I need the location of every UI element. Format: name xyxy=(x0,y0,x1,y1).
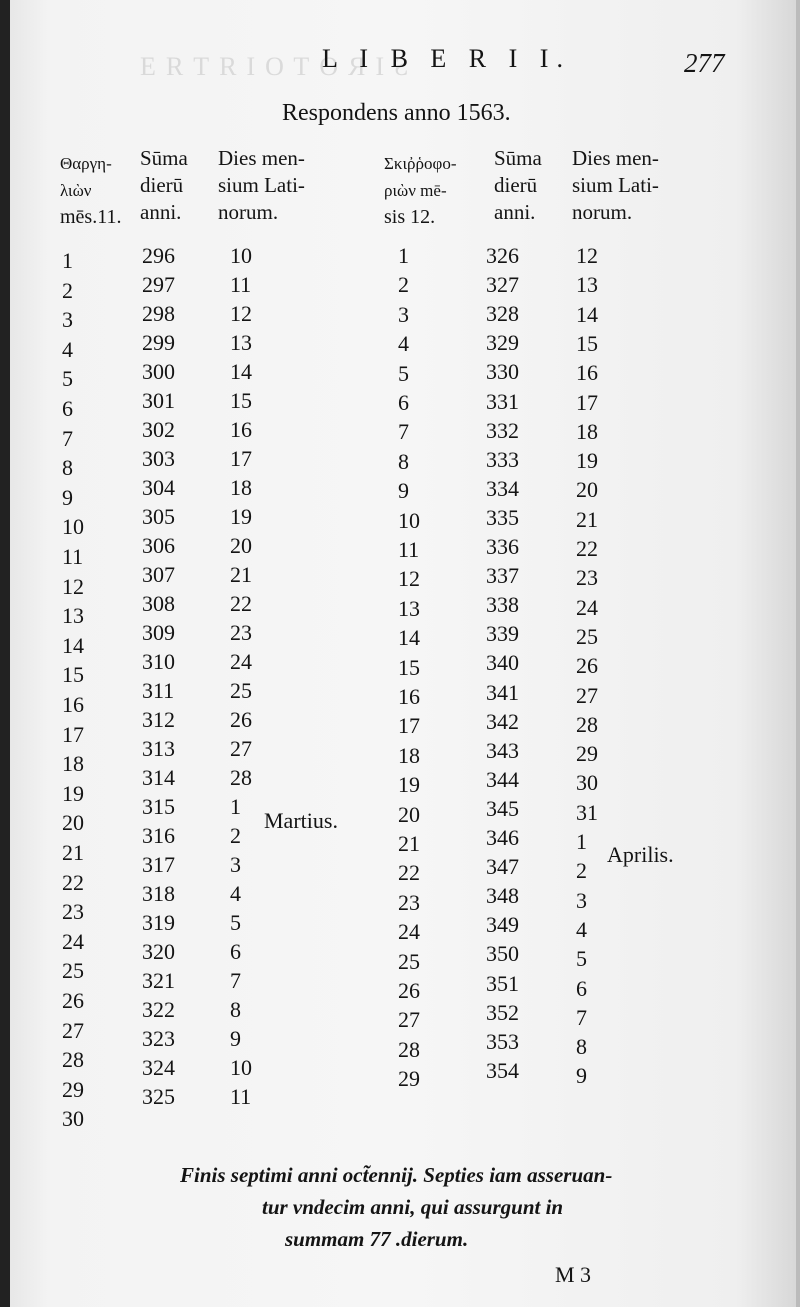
col3-cell: 3 xyxy=(230,852,241,877)
col4-cell: 15 xyxy=(398,655,420,680)
col1-cell: 15 xyxy=(62,662,84,687)
col6-cell: 30 xyxy=(576,770,598,795)
col4-cell: 16 xyxy=(398,684,420,709)
col3-cell: 16 xyxy=(230,417,252,442)
col4-cell: 8 xyxy=(398,449,409,474)
col2-cell: 320 xyxy=(142,939,175,964)
month-label-martius: Martius. xyxy=(264,808,338,833)
table-subtitle: Respondens anno 1563. xyxy=(282,100,511,126)
col5-cell: 336 xyxy=(486,534,519,559)
col2-cell: 315 xyxy=(142,794,175,819)
col-heading-latin-days-2: Dies men- sium Lati- norum. xyxy=(572,146,659,224)
col6-cell: 25 xyxy=(576,624,598,649)
col4-cell: 29 xyxy=(398,1066,420,1091)
col4-cell: 13 xyxy=(398,596,420,621)
col1-cell: 3 xyxy=(62,307,73,332)
col6-cell: 21 xyxy=(576,507,598,532)
col3-cell: 10 xyxy=(230,243,252,268)
col3-cell: 14 xyxy=(230,359,252,384)
col1-cell: 19 xyxy=(62,781,84,806)
col6-cell: 4 xyxy=(576,917,587,942)
col1-cell: 26 xyxy=(62,988,84,1013)
col3-cell: 2 xyxy=(230,823,241,848)
col1-cell: 27 xyxy=(62,1018,84,1043)
col4-cell: 22 xyxy=(398,860,420,885)
col6-cell: 12 xyxy=(576,243,598,268)
col1-cell: 28 xyxy=(62,1047,84,1072)
col6-cell: 15 xyxy=(576,331,598,356)
col-heading-latin-days-1: Dies men- sium Lati- norum. xyxy=(218,146,305,224)
col5-cell: 353 xyxy=(486,1029,519,1054)
col-heading-greek-month-2: Σκιῤῥοφο- ριὼν mē- sis 12. xyxy=(384,154,457,228)
col3-cell: 23 xyxy=(230,620,252,645)
col6-cell: 24 xyxy=(576,595,598,620)
col2-cell: 309 xyxy=(142,620,175,645)
col5-cell: 348 xyxy=(486,883,519,908)
col2-cell: 303 xyxy=(142,446,175,471)
col6-cell: 2 xyxy=(576,858,587,883)
col5-cell: 342 xyxy=(486,709,519,734)
col6-cell: 13 xyxy=(576,272,598,297)
col4-cell: 28 xyxy=(398,1037,420,1062)
col6-cell: 7 xyxy=(576,1005,587,1030)
col5-cell: 351 xyxy=(486,971,519,996)
col4-cell: 27 xyxy=(398,1007,420,1032)
col6-cell: 26 xyxy=(576,653,598,678)
signature-mark: M 3 xyxy=(555,1262,592,1287)
col6-cell: 9 xyxy=(576,1063,587,1088)
col3-cell: 19 xyxy=(230,504,252,529)
col2-cell: 318 xyxy=(142,881,175,906)
col2-cell: 297 xyxy=(142,272,175,297)
col-heading-sum-days-2: Sūma dierū anni. xyxy=(494,146,542,224)
col3-cell: 28 xyxy=(230,765,252,790)
col4-cell: 18 xyxy=(398,743,420,768)
col-heading-sum-days-1: Sūma dierū anni. xyxy=(140,146,188,224)
page-binding-shadow xyxy=(0,0,10,1307)
col5-cell: 329 xyxy=(486,330,519,355)
col1-cell: 23 xyxy=(62,899,84,924)
col2-cell: 316 xyxy=(142,823,175,848)
col3-cell: 15 xyxy=(230,388,252,413)
col3-cell: 12 xyxy=(230,301,252,326)
col5-cell: 334 xyxy=(486,476,519,501)
col6-cell: 28 xyxy=(576,712,598,737)
col2-cell: 322 xyxy=(142,997,175,1022)
col1-cell: 9 xyxy=(62,485,73,510)
col1-cell: 10 xyxy=(62,514,84,539)
col3-cell: 6 xyxy=(230,939,241,964)
col2-cell: 325 xyxy=(142,1084,175,1109)
col1-cell: 29 xyxy=(62,1077,84,1102)
col6-cell: 8 xyxy=(576,1034,587,1059)
col2-cell: 301 xyxy=(142,388,175,413)
col1-cell: 22 xyxy=(62,870,84,895)
col3-cell: 10 xyxy=(230,1055,252,1080)
col2-cell: 304 xyxy=(142,475,175,500)
col4-cell: 11 xyxy=(398,537,420,562)
col5-cell: 332 xyxy=(486,418,519,443)
col4-cell: 9 xyxy=(398,478,409,503)
col1-cell: 11 xyxy=(62,544,84,569)
col4-cell: 2 xyxy=(398,272,409,297)
col4-cell: 14 xyxy=(398,625,420,650)
col4-cell: 17 xyxy=(398,713,420,738)
page-edge xyxy=(796,0,800,1307)
col2-cell: 311 xyxy=(142,678,175,703)
col1-cell: 24 xyxy=(62,929,84,954)
col2-cell: 298 xyxy=(142,301,175,326)
col4-cell: 26 xyxy=(398,978,420,1003)
col1-cell: 16 xyxy=(62,692,84,717)
col5-cell: 345 xyxy=(486,796,519,821)
col2-cell: 324 xyxy=(142,1055,175,1080)
col3-cell: 21 xyxy=(230,562,252,587)
col5-cell: 331 xyxy=(486,389,519,414)
col6-cell: 27 xyxy=(576,683,598,708)
col1-cell: 8 xyxy=(62,455,73,480)
col3-cell: 7 xyxy=(230,968,241,993)
col4-cell: 21 xyxy=(398,831,420,856)
col6-cell: 5 xyxy=(576,946,587,971)
col2-cell: 312 xyxy=(142,707,175,732)
col3-cell: 11 xyxy=(230,1084,252,1109)
col6-cell: 22 xyxy=(576,536,598,561)
col3-cell: 17 xyxy=(230,446,252,471)
col3-cell: 1 xyxy=(230,794,241,819)
col5-cell: 349 xyxy=(486,912,519,937)
col2-cell: 319 xyxy=(142,910,175,935)
col2-cell: 307 xyxy=(142,562,175,587)
col2-cell: 306 xyxy=(142,533,175,558)
col5-cell: 327 xyxy=(486,272,519,297)
col5-cell: 326 xyxy=(486,243,519,268)
col5-cell: 343 xyxy=(486,738,519,763)
col1-cell: 6 xyxy=(62,396,73,421)
footer-note-line-2: tur vndecim anni, qui assurgunt in xyxy=(262,1195,564,1219)
col6-cell: 3 xyxy=(576,888,587,913)
col6-cell: 1 xyxy=(576,829,587,854)
col4-cell: 1 xyxy=(398,243,409,268)
col1-cell: 1 xyxy=(62,248,73,273)
col2-cell: 305 xyxy=(142,504,175,529)
col1-cell: 14 xyxy=(62,633,84,658)
page-number: 277 xyxy=(684,48,725,78)
col2-cell: 308 xyxy=(142,591,175,616)
col2-cell: 313 xyxy=(142,736,175,761)
col6-cell: 18 xyxy=(576,419,598,444)
col6-cell: 23 xyxy=(576,565,598,590)
col5-cell: 341 xyxy=(486,680,519,705)
col3-cell: 13 xyxy=(230,330,252,355)
col5-cell: 330 xyxy=(486,359,519,384)
col1-cell: 13 xyxy=(62,603,84,628)
col5-cell: 335 xyxy=(486,505,519,530)
col6-cell: 17 xyxy=(576,390,598,415)
col2-cell: 296 xyxy=(142,243,175,268)
col6-cell: 31 xyxy=(576,800,598,825)
col3-cell: 22 xyxy=(230,591,252,616)
col4-cell: 10 xyxy=(398,508,420,533)
col2-cell: 323 xyxy=(142,1026,175,1051)
col1-cell: 20 xyxy=(62,810,84,835)
col3-cell: 27 xyxy=(230,736,252,761)
col6-cell: 6 xyxy=(576,976,587,1001)
col2-cell: 317 xyxy=(142,852,175,877)
col1-cell: 2 xyxy=(62,278,73,303)
month-label-aprilis: Aprilis. xyxy=(607,842,674,867)
col5-cell: 347 xyxy=(486,854,519,879)
col4-cell: 20 xyxy=(398,802,420,827)
col1-cell: 18 xyxy=(62,751,84,776)
col2-cell: 314 xyxy=(142,765,175,790)
col5-cell: 346 xyxy=(486,825,519,850)
col2-cell: 321 xyxy=(142,968,175,993)
col5-cell: 333 xyxy=(486,447,519,472)
col5-cell: 344 xyxy=(486,767,519,792)
col2-cell: 299 xyxy=(142,330,175,355)
col6-cell: 16 xyxy=(576,360,598,385)
col5-cell: 337 xyxy=(486,563,519,588)
col4-cell: 25 xyxy=(398,949,420,974)
col5-cell: 338 xyxy=(486,592,519,617)
col3-cell: 18 xyxy=(230,475,252,500)
show-through-text: SIROTOIЯTЯƎ xyxy=(130,52,409,81)
col1-cell: 4 xyxy=(62,337,73,362)
col3-cell: 25 xyxy=(230,678,252,703)
col5-cell: 352 xyxy=(486,1000,519,1025)
col4-cell: 6 xyxy=(398,390,409,415)
col1-cell: 7 xyxy=(62,426,73,451)
col4-cell: 5 xyxy=(398,361,409,386)
col5-cell: 328 xyxy=(486,301,519,326)
col-heading-greek-month: Θαργη- λιὼν mēs.11. xyxy=(60,154,122,228)
col2-cell: 310 xyxy=(142,649,175,674)
col5-cell: 340 xyxy=(486,650,519,675)
col1-cell: 12 xyxy=(62,574,84,599)
col3-cell: 4 xyxy=(230,881,241,906)
col4-cell: 7 xyxy=(398,419,409,444)
col3-cell: 9 xyxy=(230,1026,241,1051)
col4-cell: 12 xyxy=(398,566,420,591)
col6-cell: 20 xyxy=(576,477,598,502)
footer-note-line-1: Finis septimi anni oct̃ennij. Septies iam asseruan- xyxy=(180,1163,613,1187)
col6-cell: 29 xyxy=(576,741,598,766)
col3-cell: 24 xyxy=(230,649,252,674)
col4-cell: 19 xyxy=(398,772,420,797)
col5-cell: 350 xyxy=(486,941,519,966)
footer-note-line-3: summam 77 .dierum. xyxy=(285,1227,469,1251)
col4-cell: 23 xyxy=(398,890,420,915)
col5-cell: 354 xyxy=(486,1058,519,1083)
col2-cell: 300 xyxy=(142,359,175,384)
col3-cell: 5 xyxy=(230,910,241,935)
col1-cell: 21 xyxy=(62,840,84,865)
col5-cell: 339 xyxy=(486,621,519,646)
col6-cell: 19 xyxy=(576,448,598,473)
col4-cell: 3 xyxy=(398,302,409,327)
col3-cell: 8 xyxy=(230,997,241,1022)
col1-cell: 30 xyxy=(62,1106,84,1131)
running-header: L I B E R I I. xyxy=(322,44,571,73)
col4-cell: 24 xyxy=(398,919,420,944)
col6-cell: 14 xyxy=(576,302,598,327)
col2-cell: 302 xyxy=(142,417,175,442)
col3-cell: 11 xyxy=(230,272,252,297)
col3-cell: 20 xyxy=(230,533,252,558)
col1-cell: 25 xyxy=(62,958,84,983)
col1-cell: 5 xyxy=(62,366,73,391)
col4-cell: 4 xyxy=(398,331,409,356)
col3-cell: 26 xyxy=(230,707,252,732)
col1-cell: 17 xyxy=(62,722,84,747)
